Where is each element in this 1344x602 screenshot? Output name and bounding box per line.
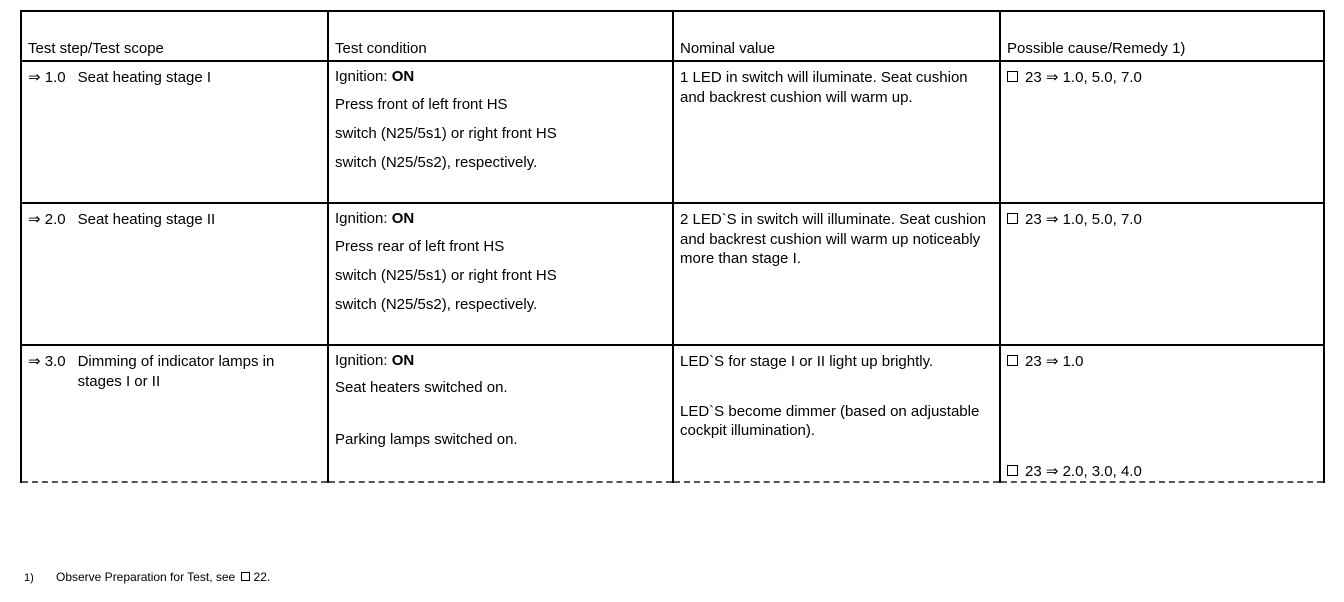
condition-line: switch (N25/5s2), respectively.: [335, 296, 538, 313]
cause-text: 23 ⇒ 1.0: [1025, 353, 1084, 370]
section-reference-icon: [241, 572, 250, 581]
footnote-mark: 1): [24, 572, 34, 584]
header-test-condition: Test condition: [328, 11, 673, 61]
ignition-condition: [335, 210, 666, 228]
section-reference-icon: [1007, 465, 1018, 476]
table-header-row: [21, 11, 1324, 61]
ignition-label: Ignition:: [335, 68, 392, 85]
table-row: [21, 61, 1324, 203]
step-number: ⇒ 1.0: [28, 69, 66, 86]
nominal-cell: [673, 203, 1000, 345]
cause-text: 23 ⇒ 1.0, 5.0, 7.0: [1025, 69, 1142, 86]
footnote-text: Observe Preparation for Test, see: [56, 570, 239, 584]
condition-line: Seat heaters switched on.: [335, 379, 508, 396]
step-scope: Dimming of indicator lamps in stages I or II: [77, 353, 275, 390]
section-reference-icon: [1007, 71, 1018, 82]
step-scope: Seat heating stage I: [77, 69, 212, 86]
section-reference-icon: [1007, 213, 1018, 224]
ignition-state: ON: [391, 352, 415, 369]
table-row: [21, 345, 1324, 482]
ignition-state: ON: [391, 68, 415, 85]
nominal-text: LED`S for stage I or II light up brightly.: [680, 353, 934, 370]
ignition-condition: [335, 68, 666, 86]
step-cell: [21, 345, 328, 482]
ignition-condition: [335, 352, 666, 370]
cause-cell: [1000, 61, 1324, 203]
header-nominal-value: Nominal value: [673, 11, 1000, 61]
cause-text: 23 ⇒ 2.0, 3.0, 4.0: [1025, 462, 1142, 480]
nominal-text: 2 LED`S in switch will illuminate. Seat cushion and backrest cushion will warm up noticeably more than stage I.: [680, 211, 986, 267]
condition-line: switch (N25/5s2), respectively.: [335, 154, 538, 171]
condition-line: switch (N25/5s1) or right front HS: [335, 125, 557, 142]
ignition-state: ON: [391, 210, 415, 227]
condition-cell: [328, 61, 673, 203]
step-number: ⇒ 2.0: [28, 211, 66, 228]
header-test-step: Test step/Test scope: [21, 11, 328, 61]
step-number: ⇒ 3.0: [28, 353, 66, 370]
nominal-text: LED`S become dimmer (based on adjustable cockpit illumination).: [680, 402, 980, 439]
table-row: [21, 203, 1324, 345]
cause-reference: [1007, 352, 1317, 372]
cause-cell: [1000, 203, 1324, 345]
cause-reference: [1007, 210, 1317, 230]
step-cell: [21, 203, 328, 345]
ignition-label: Ignition:: [335, 210, 392, 227]
cause-text: 23 ⇒ 1.0, 5.0, 7.0: [1025, 211, 1142, 228]
condition-line: Press rear of left front HS: [335, 238, 505, 255]
footnote-reference: 22.: [253, 570, 271, 584]
nominal-cell: [673, 345, 1000, 482]
condition-line: Parking lamps switched on.: [335, 430, 518, 448]
header-possible-cause: Possible cause/Remedy 1): [1000, 11, 1324, 61]
section-reference-icon: [1007, 355, 1018, 366]
step-scope: Seat heating stage II: [77, 211, 216, 228]
step-cell: [21, 61, 328, 203]
cause-reference: [1007, 68, 1317, 88]
condition-cell: [328, 203, 673, 345]
cause-reference: [1007, 462, 1317, 482]
test-procedure-table: [20, 10, 1325, 483]
condition-line: switch (N25/5s1) or right front HS: [335, 267, 557, 284]
nominal-cell: [673, 61, 1000, 203]
condition-cell: [328, 345, 673, 482]
nominal-text: 1 LED in switch will iluminate. Seat cushion and backrest cushion will warm up.: [680, 69, 968, 106]
cause-cell: [1000, 345, 1324, 482]
condition-line: Press front of left front HS: [335, 96, 508, 113]
ignition-label: Ignition:: [335, 352, 392, 369]
footnote: [24, 570, 270, 584]
